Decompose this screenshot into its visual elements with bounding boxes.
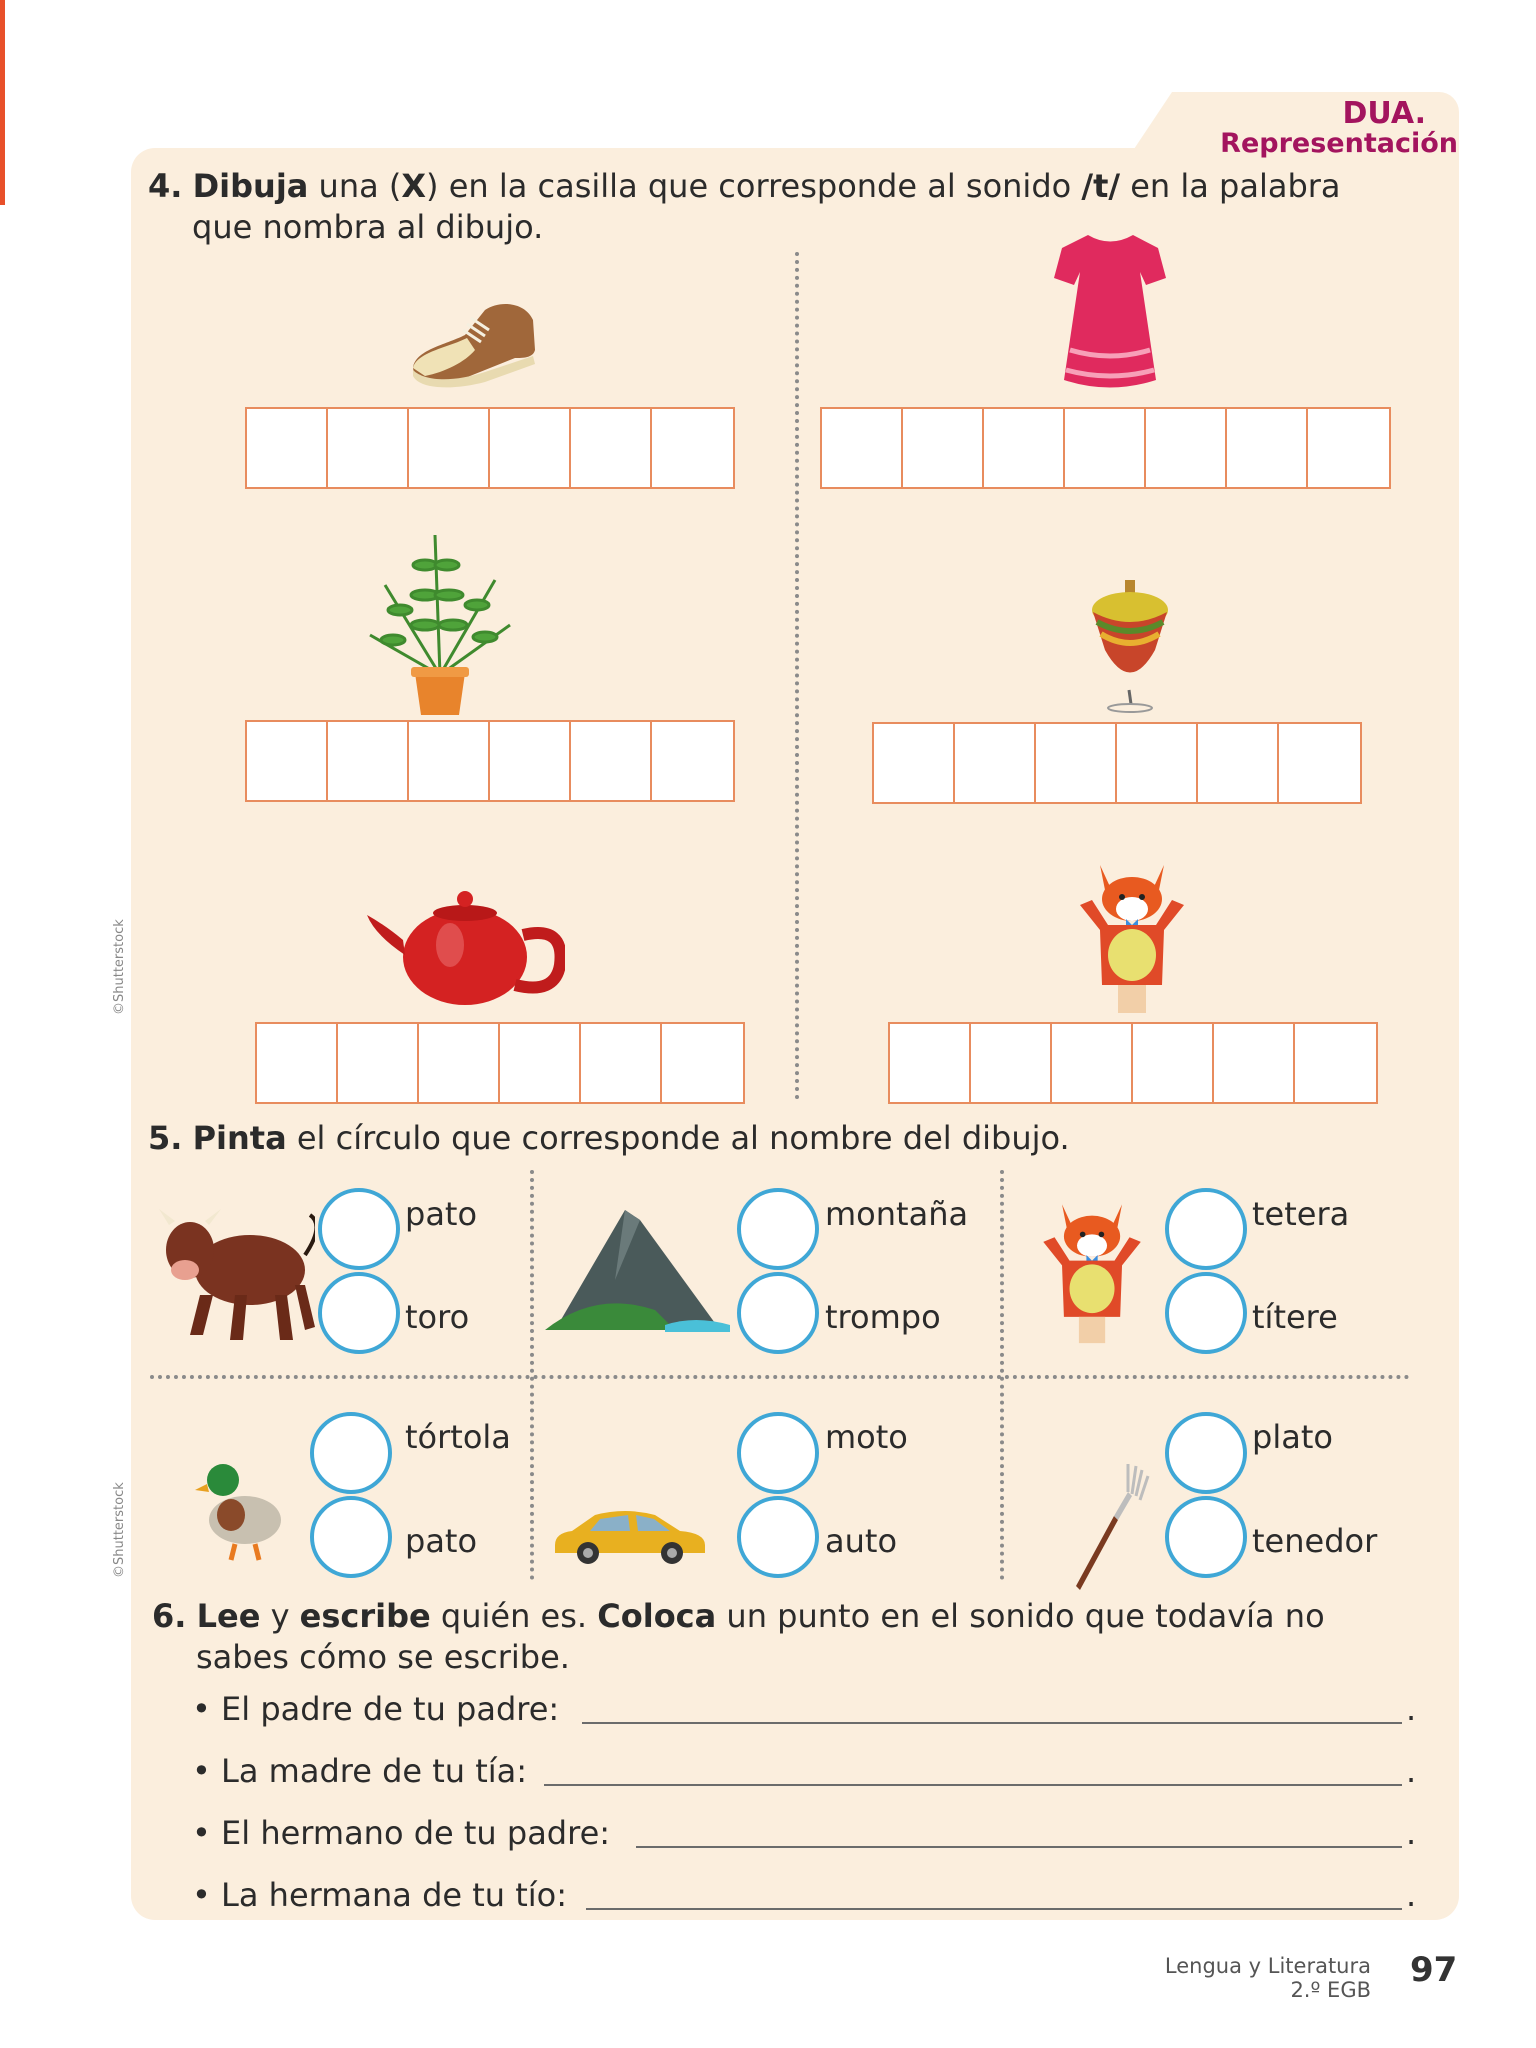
- letter-box[interactable]: [971, 1024, 1052, 1102]
- option-label: auto: [825, 1522, 898, 1560]
- q6-instruction: [152, 1596, 1325, 1637]
- q4-instruction-line2: que nombra al dibujo.: [192, 208, 544, 246]
- q6-verb-1: Lee: [196, 1597, 261, 1635]
- answer-circle[interactable]: [737, 1272, 819, 1354]
- q6-item: • El hermano de tu padre:: [192, 1814, 611, 1852]
- q4-divider: [795, 252, 799, 1100]
- letter-box[interactable]: [1117, 724, 1198, 802]
- word-boxes-puppet: [888, 1022, 1378, 1104]
- letter-box[interactable]: [500, 1024, 581, 1102]
- q4-x: X: [401, 167, 427, 205]
- q5-text: el círculo que corresponde al nombre del dibujo.: [286, 1119, 1070, 1157]
- photo-credit: ©Shutterstock: [112, 1482, 127, 1578]
- letter-box[interactable]: [571, 409, 652, 487]
- letter-box[interactable]: [490, 722, 571, 800]
- option-label: trompo: [825, 1298, 941, 1336]
- fern-plant-icon: [365, 525, 515, 720]
- photo-credit: ©Shutterstock: [112, 919, 127, 1015]
- answer-circle[interactable]: [737, 1412, 819, 1494]
- letter-box[interactable]: [1295, 1024, 1376, 1102]
- q6-verb-2: escribe: [299, 1597, 431, 1635]
- letter-box[interactable]: [652, 409, 733, 487]
- q6-text-2: quién es.: [430, 1597, 598, 1635]
- letter-box[interactable]: [890, 1024, 971, 1102]
- letter-box[interactable]: [1036, 724, 1117, 802]
- option-label: montaña: [825, 1195, 969, 1233]
- q6-verb-3: Coloca: [597, 1597, 717, 1635]
- answer-circle[interactable]: [318, 1188, 400, 1270]
- q4-number: 4.: [148, 167, 183, 205]
- page-edge-accent: [0, 0, 5, 205]
- teapot-icon: [365, 885, 565, 1010]
- answer-line[interactable]: [544, 1784, 1402, 1786]
- letter-box[interactable]: [874, 724, 955, 802]
- letter-box[interactable]: [419, 1024, 500, 1102]
- letter-box[interactable]: [409, 409, 490, 487]
- answer-circle[interactable]: [310, 1496, 392, 1578]
- q5-verb: Pinta: [192, 1119, 287, 1157]
- letter-box[interactable]: [338, 1024, 419, 1102]
- letter-box[interactable]: [1133, 1024, 1214, 1102]
- fox-puppet-icon: [1030, 1195, 1155, 1345]
- q6-text-1: y: [260, 1597, 300, 1635]
- word-boxes-fern: [245, 720, 735, 802]
- dua-title: DUA.: [1342, 96, 1426, 131]
- footer-subject: Lengua y Literatura: [1164, 1954, 1371, 1978]
- letter-box[interactable]: [581, 1024, 662, 1102]
- letter-box[interactable]: [571, 722, 652, 800]
- word-boxes-dress: [820, 407, 1391, 489]
- answer-circle[interactable]: [1165, 1496, 1247, 1578]
- answer-circle[interactable]: [1165, 1412, 1247, 1494]
- mountain-icon: [545, 1200, 730, 1335]
- answer-circle[interactable]: [310, 1412, 392, 1494]
- letter-box[interactable]: [490, 409, 571, 487]
- letter-box[interactable]: [1227, 409, 1308, 487]
- q4-text-1: una (: [308, 167, 402, 205]
- car-icon: [550, 1505, 710, 1567]
- option-label: tetera: [1252, 1195, 1350, 1233]
- q6-instruction-line2: sabes cómo se escribe.: [196, 1638, 570, 1676]
- period: .: [1406, 1690, 1417, 1728]
- q4-text-2: ) en la casilla que corresponde al sonido: [426, 167, 1082, 205]
- q5-divider-h: [150, 1375, 1410, 1379]
- word-boxes-teapot: [255, 1022, 745, 1104]
- letter-box[interactable]: [822, 409, 903, 487]
- q6-number: 6.: [152, 1597, 187, 1635]
- letter-box[interactable]: [903, 409, 984, 487]
- word-boxes-shoe: [245, 407, 735, 489]
- q4-text-3: en la palabra: [1120, 167, 1341, 205]
- shoe-icon: [405, 290, 540, 390]
- dress-icon: [1048, 230, 1173, 395]
- spinning-top-icon: [1085, 580, 1175, 715]
- duck-icon: [195, 1460, 285, 1565]
- option-label: pato: [405, 1522, 478, 1560]
- letter-box[interactable]: [1052, 1024, 1133, 1102]
- footer-grade: 2.º EGB: [1290, 1978, 1371, 2002]
- dua-subtitle: Representación: [1220, 128, 1458, 159]
- page-number: 97: [1410, 1950, 1458, 1990]
- fox-puppet-icon: [1070, 855, 1195, 1015]
- option-label: moto: [825, 1418, 908, 1456]
- option-label: tórtola: [405, 1418, 511, 1456]
- letter-box[interactable]: [652, 722, 733, 800]
- option-label: títere: [1252, 1298, 1338, 1336]
- letter-box[interactable]: [1198, 724, 1279, 802]
- answer-circle[interactable]: [318, 1272, 400, 1354]
- q4-instruction: [148, 166, 1341, 207]
- answer-line[interactable]: [636, 1846, 1402, 1848]
- bull-icon: [155, 1195, 315, 1350]
- option-label: pato: [405, 1195, 478, 1233]
- letter-box[interactable]: [328, 409, 409, 487]
- option-label: toro: [405, 1298, 470, 1336]
- answer-line[interactable]: [582, 1722, 1402, 1724]
- answer-circle[interactable]: [1165, 1188, 1247, 1270]
- period: .: [1406, 1752, 1417, 1790]
- answer-circle[interactable]: [737, 1496, 819, 1578]
- letter-box[interactable]: [1065, 409, 1146, 487]
- option-label: tenedor: [1252, 1522, 1378, 1560]
- period: .: [1406, 1876, 1417, 1914]
- option-label: plato: [1252, 1418, 1333, 1456]
- letter-box[interactable]: [247, 409, 328, 487]
- q6-item: • La hermana de tu tío:: [192, 1876, 568, 1914]
- answer-line[interactable]: [586, 1908, 1402, 1910]
- letter-box[interactable]: [955, 724, 1036, 802]
- letter-box[interactable]: [1308, 409, 1389, 487]
- letter-box[interactable]: [662, 1024, 743, 1102]
- letter-box[interactable]: [1279, 724, 1360, 802]
- answer-circle[interactable]: [1165, 1272, 1247, 1354]
- answer-circle[interactable]: [737, 1188, 819, 1270]
- letter-box[interactable]: [1214, 1024, 1295, 1102]
- letter-box[interactable]: [984, 409, 1065, 487]
- letter-box[interactable]: [247, 722, 328, 800]
- letter-box[interactable]: [1146, 409, 1227, 487]
- q5-number: 5.: [148, 1119, 183, 1157]
- q6-text-3: un punto en el sonido que todavía no: [716, 1597, 1325, 1635]
- letter-box[interactable]: [328, 722, 409, 800]
- letter-box[interactable]: [257, 1024, 338, 1102]
- q5-instruction: [148, 1118, 1070, 1159]
- fork-icon: [1070, 1460, 1150, 1590]
- letter-box[interactable]: [409, 722, 490, 800]
- q6-item: • La madre de tu tía:: [192, 1752, 528, 1790]
- period: .: [1406, 1814, 1417, 1852]
- word-boxes-top: [872, 722, 1362, 804]
- q4-sound: /t/: [1081, 167, 1121, 205]
- q4-verb: Dibuja: [192, 167, 309, 205]
- q6-item: • El padre de tu padre:: [192, 1690, 560, 1728]
